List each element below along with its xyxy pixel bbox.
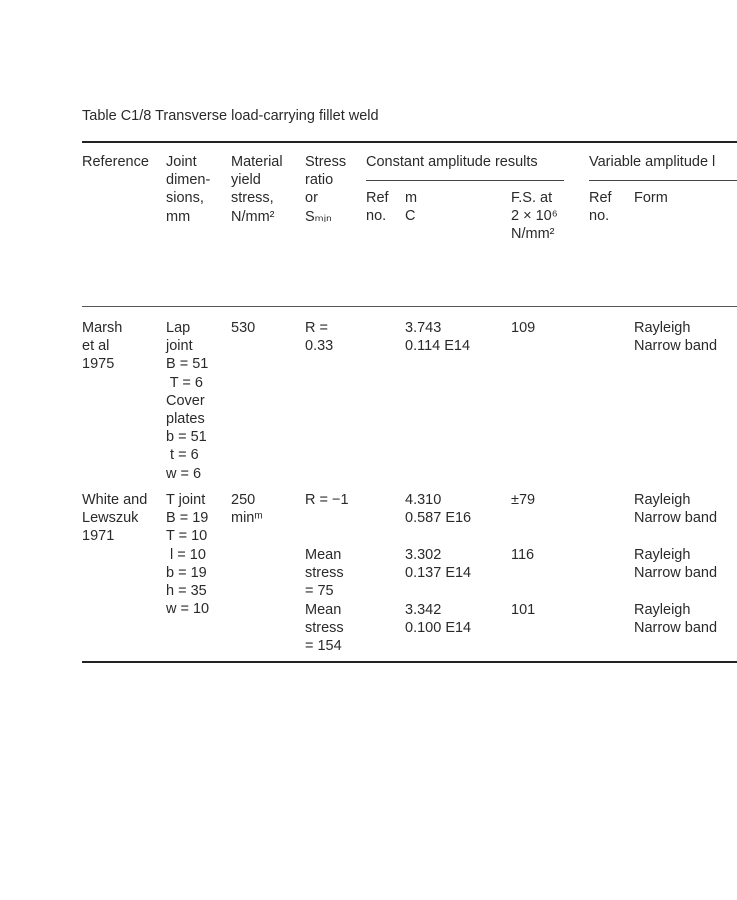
row-4-m-c: 3.342 0.100 E14 bbox=[405, 602, 472, 637]
row-1-material: 530 bbox=[231, 320, 256, 336]
header-ref-no-constant: Ref no. bbox=[366, 190, 389, 225]
table-caption: Table C1/8 Transverse load-carrying fillet weld bbox=[82, 108, 379, 124]
row-1-joint: Lap joint B = 51 T = 6 Cover plates b = 51 t = 6 w = 6 bbox=[166, 320, 209, 482]
row-2-joint: T joint B = 19 T = 10 l = 10 b = 19 h = 35 w = 10 bbox=[166, 492, 210, 618]
row-2-fs: ±79 bbox=[511, 492, 536, 508]
row-2-stress: R = −1 bbox=[305, 492, 349, 508]
row-1-reference: Marsh et al 1975 bbox=[82, 320, 123, 373]
row-4-fs: 101 bbox=[511, 602, 536, 618]
row-4-stress: Mean stress = 154 bbox=[305, 602, 344, 655]
row-3-fs: 116 bbox=[511, 547, 535, 563]
header-variable-amplitude: Variable amplitude l bbox=[589, 154, 716, 170]
header-reference: Reference bbox=[82, 154, 149, 170]
header-fs: F.S. at 2 × 10⁶ N/mm² bbox=[511, 190, 558, 243]
row-2-form: Rayleigh Narrow band bbox=[634, 492, 718, 527]
row-2-reference: White and Lewszuk 1971 bbox=[82, 492, 148, 545]
header-ref-no-variable: Ref no. bbox=[589, 190, 612, 225]
row-4-form: Rayleigh Narrow band bbox=[634, 602, 718, 637]
row-3-form: Rayleigh Narrow band bbox=[634, 547, 718, 582]
header-material-yield-stress: Material yield stress, N/mm² bbox=[231, 154, 283, 225]
header-m-c: m C bbox=[405, 190, 418, 225]
row-3-stress: Mean stress = 75 bbox=[305, 547, 344, 600]
row-1-fs: 109 bbox=[511, 320, 536, 336]
variable-group-rule bbox=[589, 180, 737, 181]
row-2-material: 250 minᵐ bbox=[231, 492, 263, 527]
table-top-rule bbox=[82, 141, 737, 143]
header-form: Form bbox=[634, 190, 668, 206]
header-stress-ratio: Stress ratio or Sₘᵢₙ bbox=[305, 154, 347, 225]
header-joint-dimensions: Joint dimen- sions, mm bbox=[166, 154, 211, 225]
row-2-m-c: 4.310 0.587 E16 bbox=[405, 492, 472, 527]
table-bottom-rule bbox=[82, 661, 737, 663]
constant-group-rule bbox=[366, 180, 564, 181]
row-1-m-c: 3.743 0.114 E14 bbox=[405, 320, 471, 355]
row-1-form: Rayleigh Narrow band bbox=[634, 320, 718, 355]
row-3-m-c: 3.302 0.137 E14 bbox=[405, 547, 472, 582]
row-1-stress: R = 0.33 bbox=[305, 320, 334, 355]
header-bottom-rule bbox=[82, 306, 737, 307]
header-constant-amplitude-results: Constant amplitude results bbox=[366, 154, 538, 170]
